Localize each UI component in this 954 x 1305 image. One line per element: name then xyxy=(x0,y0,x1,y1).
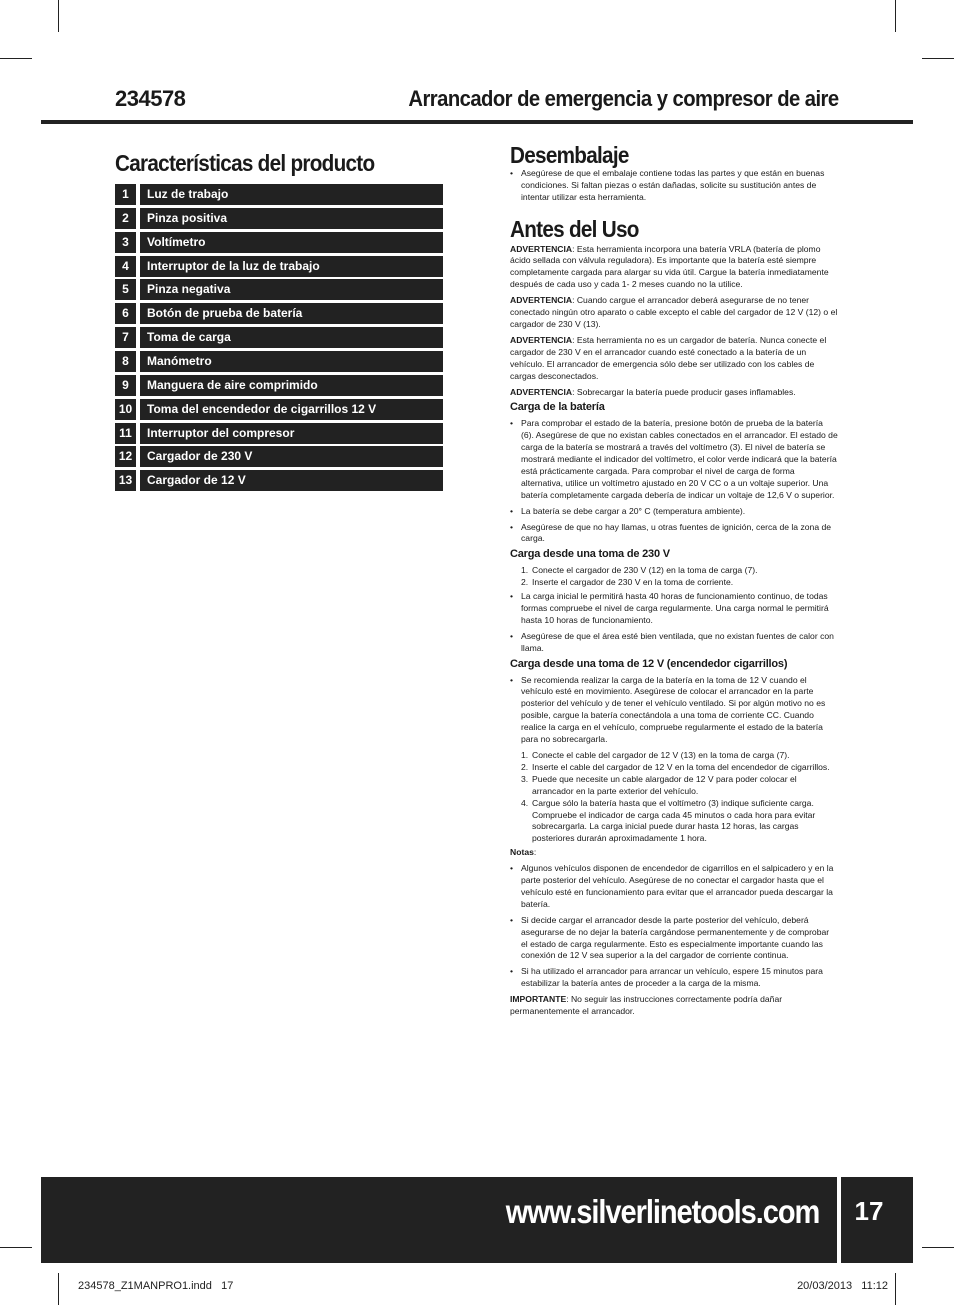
feature-row xyxy=(115,279,443,300)
ac-charging-subheading: Carga desde una toma de 230 V xyxy=(510,548,670,561)
feature-number: 5 xyxy=(115,279,136,300)
feature-number: 1 xyxy=(115,184,136,205)
feature-label: Toma de carga xyxy=(140,327,443,348)
feature-label: Cargador de 12 V xyxy=(140,470,443,491)
warning-text: : Esta herramienta incorpora una batería VRLA (batería de plomo ácido sellada con válvula reguladora). Es importante que la batería esté siempre completamente cargada para alargar su vida útil. Cargue la batería inmediatamente después de cada uso y cada 1- 2 meses cuando no la utilice. xyxy=(510,243,829,290)
feature-row xyxy=(115,303,443,324)
dc-step-text: Cargue sólo la batería hasta que el voltímetro (3) indique suficiente carga. Compruebe el indicador de carga cada 45 minutos o cada hora para evitar sobrecargarla. La carga inicial puede durar hasta 12 horas, las cargas posteriores durarán aproximadamente 1 hora. xyxy=(532,797,816,844)
dc-step-text: Inserte el cable del cargador de 12 V en la toma del encendedor de cigarrillos. xyxy=(532,761,830,772)
battery-subheading: Carga de la batería xyxy=(510,401,605,414)
dc-bullet: • Se recomienda realizar la carga de la batería en la toma de 12 V cuando el vehículo esté en movimiento. Asegúrese de colocar el arrancador en la parte posterior del vehículo y de tener el vehículo ventilado. Si por algún motivo no es posible, cargue la batería conectándola a una toma de corriente CC. Cuando realice la carga en el vehículo, compruebe regularmente el estado de la batería para no sobrecargarla. xyxy=(510,675,838,746)
feature-number: 2 xyxy=(115,208,136,229)
feature-number: 8 xyxy=(115,351,136,372)
page-header xyxy=(115,86,839,116)
feature-row xyxy=(115,256,443,277)
ac-bullet: • La carga inicial le permitirá hasta 40 horas de funcionamiento continuo, de todas formas compruebe el nivel de carga regularmente. Una carga normal le permitirá hasta 10 horas de funcionamiento. xyxy=(510,591,838,627)
ac-step: 2. Inserte el cargador de 230 V en la toma de corriente. xyxy=(521,577,734,588)
feature-label: Pinza positiva xyxy=(140,208,443,229)
feature-row xyxy=(115,184,443,205)
unpacking-bullet: • Asegúrese de que el embalaje contiene todas las partes y que están en buenas condiciones. Si faltan piezas o están dañadas, solicite su sustitución antes de intentar utilizar esta herramienta. xyxy=(510,168,838,204)
feature-label: Interruptor de la luz de trabajo xyxy=(140,256,443,277)
feature-number: 6 xyxy=(115,303,136,324)
feature-row xyxy=(115,327,443,348)
warning-paragraph xyxy=(510,295,838,331)
warning-paragraph xyxy=(510,244,838,292)
feature-number: 7 xyxy=(115,327,136,348)
ac-step: 1. Conecte el cargador de 230 V (12) en la toma de carga (7). xyxy=(521,565,758,576)
instructions-column xyxy=(510,142,838,1022)
warning-text: : Sobrecargar la batería puede producir gases inflamables. xyxy=(572,386,796,397)
feature-number: 12 xyxy=(115,446,136,467)
crop-mark xyxy=(0,1247,32,1248)
feature-number: 9 xyxy=(115,375,136,396)
warning-label: ADVERTENCIA xyxy=(510,243,573,254)
warning-text: : Cuando cargue el arrancador deberá asegurarse de no tener conectado ningún otro aparato o cable excepto el cable del cargador de 12 V (12) o el cargador de 230 V (13). xyxy=(510,295,838,329)
battery-bullet: • La batería se debe cargar a 20° C (temperatura ambiente). xyxy=(510,506,838,518)
feature-label: Luz de trabajo xyxy=(140,184,443,205)
product-code: 234578 xyxy=(115,86,186,111)
feature-row xyxy=(115,399,443,420)
ac-bullet: • Asegúrese de que el área esté bien ventilada, que no existan fuentes de calor con llama. xyxy=(510,631,838,655)
dc-step-text: Puede que necesite un cable alargador de 12 V para poder colocar el arrancador en la parte exterior del vehículo. xyxy=(532,773,797,796)
feature-number: 10 xyxy=(115,399,136,420)
feature-label: Interruptor del compresor xyxy=(140,423,443,444)
crop-mark xyxy=(922,1247,954,1248)
ac-step-text: Conecte el cargador de 230 V (12) en la toma de carga (7). xyxy=(532,565,758,576)
feature-number: 11 xyxy=(115,423,136,444)
feature-label: Manómetro xyxy=(140,351,443,372)
warning-label: ADVERTENCIA xyxy=(510,386,573,397)
battery-bullet: • Asegúrese de que no hay llamas, u otras fuentes de ignición, cerca de la zona de carga. xyxy=(510,522,838,546)
feature-number: 13 xyxy=(115,470,136,491)
notes-label-line: Notas: xyxy=(510,847,537,858)
crop-mark xyxy=(58,0,59,32)
dc-step-text: Conecte el cable del cargador de 12 V (13) en la toma de carga (7). xyxy=(532,749,790,760)
crop-mark xyxy=(895,1273,896,1305)
feature-number: 3 xyxy=(115,232,136,253)
feature-label: Toma del encendedor de cigarrillos 12 V xyxy=(140,399,443,420)
slug-file: 234578_Z1MANPRO1.indd 17 xyxy=(78,1280,234,1292)
battery-bullet: • Para comprobar el estado de la batería, presione botón de prueba de la batería (6). Asegúrese de que no existan cables conectados en el arrancador. El estado de carga de la batería se mostrará a través del voltímetro (3). El nivel de batería se mostrará mediante el indicador del voltímetro, el color verde indicará que la batería está prácticamente cargada. Para comprobar el nivel de carga de forma alternativa, utilice un voltímetro ajustado en 20 V CC o a un voltaje superior. Una batería completamente cargada debería de indicar un voltaje de 12,6 V o superior. xyxy=(510,418,838,501)
important-paragraph xyxy=(510,994,838,1018)
dc-charging-subheading: Carga desde una toma de 12 V (encendedor cigarrillos) xyxy=(510,657,788,670)
slug-date: 20/03/2013 11:12 xyxy=(797,1280,888,1292)
notes-bullet: • Si decide cargar el arrancador desde la parte posterior del vehículo, deberá asegurarse de no dejar la batería cargándose permanentemente y de comprobar el estado de carga regularmente. Esto es especialmente importante cuando las conexión de 12 V sea superior a la del cargador de corriente continua. xyxy=(510,915,838,963)
page-title: Arrancador de emergencia y compresor de aire xyxy=(408,86,839,111)
unpacking-heading: Desembalaje xyxy=(510,142,629,168)
header-rule xyxy=(41,120,913,124)
important-text: : No seguir las instrucciones correctamente podría dañar permanentemente el arrancador. xyxy=(510,994,783,1017)
feature-row xyxy=(115,470,443,491)
ac-step-text: Inserte el cargador de 230 V en la toma de corriente. xyxy=(532,577,734,588)
footer-bar xyxy=(41,1177,913,1263)
feature-number: 4 xyxy=(115,256,136,277)
before-use-heading: Antes del Uso xyxy=(510,215,639,242)
important-label: IMPORTANTE xyxy=(510,994,567,1005)
warning-label: ADVERTENCIA xyxy=(510,334,573,345)
feature-label: Pinza negativa xyxy=(140,279,443,300)
feature-row xyxy=(115,423,443,444)
warning-paragraph xyxy=(510,387,838,399)
features-heading: Características del producto xyxy=(115,150,375,176)
notes-label: Notas xyxy=(510,847,534,858)
crop-mark xyxy=(0,58,32,59)
features-section xyxy=(115,150,443,494)
warning-paragraph xyxy=(510,335,838,383)
crop-mark xyxy=(895,0,896,32)
crop-mark xyxy=(58,1273,59,1305)
warning-text: : Esta herramienta no es un cargador de batería. Nunca conecte el cargador de 230 V en el arrancador cuando esté conectado a la batería de un vehículo. El arrancador de emergencia sólo debe ser utilizado con los cables de cargas desconectados. xyxy=(510,334,827,381)
feature-label: Voltímetro xyxy=(140,232,443,253)
notes-bullet: • Si ha utilizado el arrancador para arrancar un vehículo, espere 15 minutos para estabilizar la batería antes de proceder a la carga de la misma. xyxy=(510,966,838,990)
feature-row xyxy=(115,351,443,372)
features-list xyxy=(115,184,443,491)
crop-mark xyxy=(922,58,954,59)
feature-row xyxy=(115,446,443,467)
notes-bullet: • Algunos vehículos disponen de encendedor de cigarrillos en el salpicadero y en la parte posterior del vehículo. Asegúrese de no conectar el cargador hasta que el vehículo esté en funcionamiento para evitar que el arrancador pueda descargar la batería. xyxy=(510,863,838,911)
dc-step: 4. Cargue sólo la batería hasta que el voltímetro (3) indique suficiente carga. Compruebe el indicador de carga cada 45 minutos o cada hora para evitar sobrecargarla. La carga inicial puede durar hasta 12 horas, las cargas posteriores durarán aproximadamente 1 hora. xyxy=(521,797,816,844)
dc-step: 1. Conecte el cable del cargador de 12 V (13) en la toma de carga (7). xyxy=(521,749,790,760)
feature-label: Botón de prueba de batería xyxy=(140,303,443,324)
warning-label: ADVERTENCIA xyxy=(510,295,573,306)
feature-row xyxy=(115,375,443,396)
feature-label: Manguera de aire comprimido xyxy=(140,375,443,396)
feature-row xyxy=(115,208,443,229)
dc-step: 2. Inserte el cable del cargador de 12 V en la toma del encendedor de cigarrillos. xyxy=(521,761,830,772)
website-link[interactable]: www.silverlinetools.com xyxy=(505,1193,819,1230)
feature-label: Cargador de 230 V xyxy=(140,446,443,467)
feature-row xyxy=(115,232,443,253)
page-number: 17 xyxy=(854,1196,884,1226)
dc-step: 3. Puede que necesite un cable alargador de 12 V para poder colocar el arrancador en la parte exterior del vehículo. xyxy=(521,773,797,796)
